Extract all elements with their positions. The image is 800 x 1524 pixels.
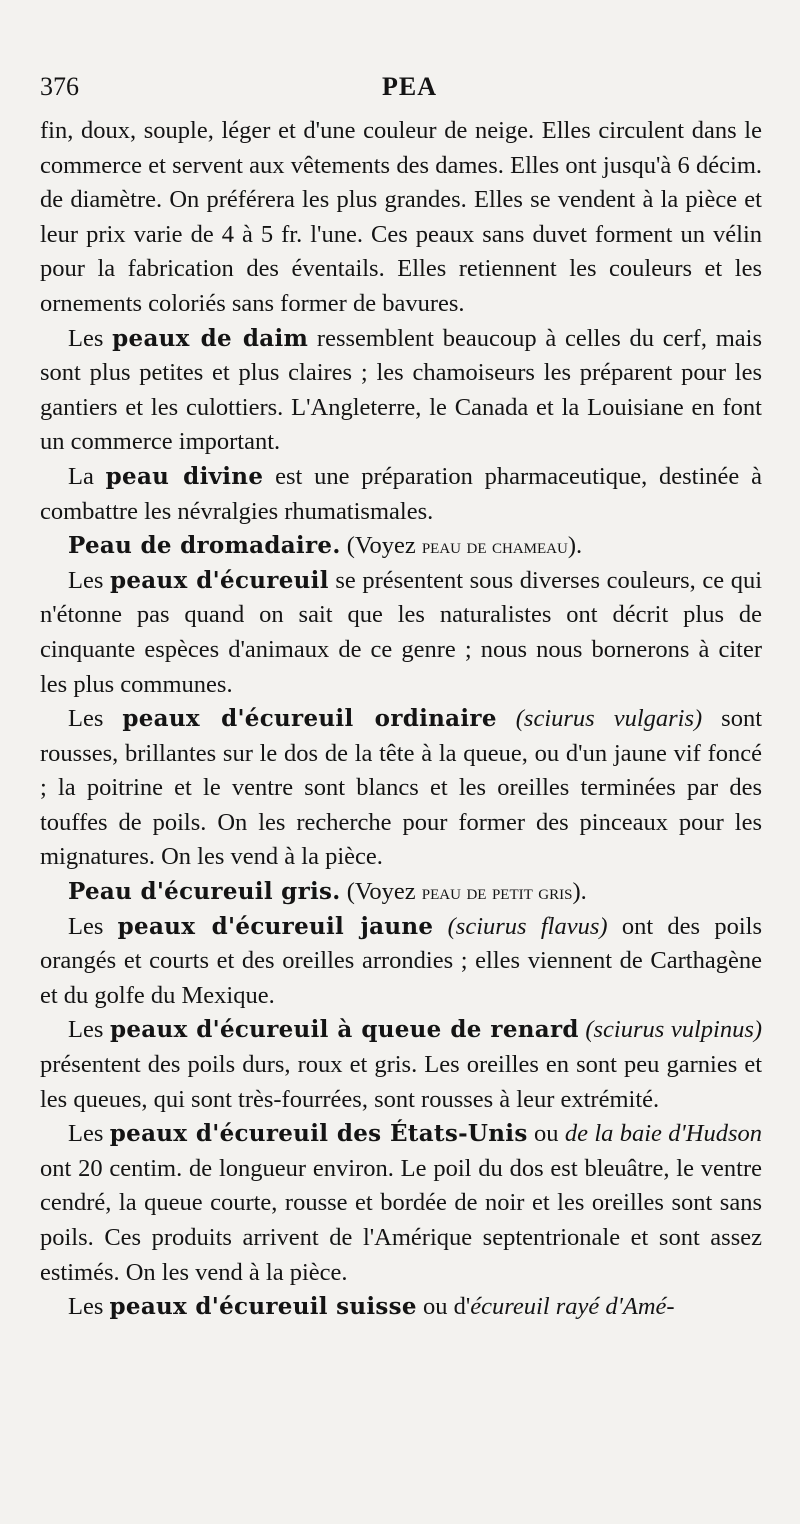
entry-text: se présentent sous diverses couleurs, ce qui n'étonne pas quand on sait que les naturalistes ont décrit plus de cinquante espèces d'animaux de ce genre ; nous nous bornerons à citer les plus communes. <box>40 566 762 698</box>
entry-text: ont des poils orangés et courts et des oreilles arrondies ; elles viennent de Carthagène et du golfe du Mexique. <box>40 912 763 1009</box>
running-head <box>40 72 760 112</box>
entry-text: ou d' <box>416 1293 471 1321</box>
entry-text: présentent des poils durs, roux et gris. Les oreilles en sont peu garnies et les queues, qui sont très-fourrées, sont rousses à leur extrémité. <box>40 1051 762 1113</box>
entry-text: est une préparation pharmaceutique, destinée à combattre les névralgies rhumatismales. <box>40 462 762 525</box>
paragraph-text: fin, doux, souple, léger et d'une couleur de neige. Elles circulent dans le commerce et servent aux vêtements des dames. Elles ont jusqu'à 6 décim. de diamètre. On préférera les plus grandes. Elles se vendent à la pièce et leur prix varie de 4 à 5 fr. l'une. Ces peaux sans duvet forment un vélin pour la fabrication des éventails. Elles retiennent les couleurs et les ornements coloriés sans former de bavures. <box>40 117 762 317</box>
entry-text: ). <box>567 532 583 560</box>
alt-name: de la baie d'Hudson <box>564 1120 763 1148</box>
entry-text: ou <box>527 1120 565 1148</box>
entry-text: (Voyez <box>340 532 422 560</box>
paragraph-continuation <box>40 114 762 322</box>
cross-reference: peau de petit gris <box>421 879 573 905</box>
entry-ecureuil-etats-unis <box>40 1117 762 1290</box>
entry-headword: Peau de dromadaire. <box>68 532 341 560</box>
entry-headword: peaux d'écureuil ordinaire <box>122 705 497 733</box>
entry-headword: peaux d'écureuil jaune <box>117 912 434 940</box>
entry-lead: Les <box>68 1120 110 1148</box>
entry-ecureuil-jaune <box>40 910 762 1014</box>
running-head-title: PEA <box>382 72 437 101</box>
entry-headword: peaux d'écureuil à queue de renard <box>109 1016 579 1044</box>
latin-name: (sciurus vulgaris) <box>496 705 703 733</box>
body-text <box>40 114 762 1325</box>
entry-headword: peaux d'écureuil suisse <box>109 1293 417 1321</box>
page-number: 376 <box>40 72 79 101</box>
entry-ecureuil-ordinaire <box>40 702 762 875</box>
cross-reference: peau de chameau <box>421 533 568 559</box>
entry-ecureuil-suisse <box>40 1290 762 1325</box>
latin-name: (sciurus flavus) <box>433 912 608 940</box>
latin-name: (sciurus vulpinus) <box>578 1016 763 1044</box>
entry-text: sont rousses, brillantes sur le dos de la tête à la queue, ou d'un jaune vif foncé ; la poitrine et le ventre sont blancs et les oreilles terminées par des touffes de poils. On les recherche pour former des pinceaux pour les mignatures. On les vend à la pièce. <box>40 705 762 871</box>
entry-peaux-de-daim <box>40 322 762 460</box>
entry-lead: Les <box>68 705 123 733</box>
entry-ecureuil-gris <box>40 875 762 910</box>
entry-text: ont 20 centim. de longueur environ. Le poil du dos est bleuâtre, le ventre cendré, la queue courte, rousse et bordée de noir et les oreilles sont sans poils. Ces produits arrivent de l'Amérique septentrionale et sont assez estimés. On les vend à la pièce. <box>40 1154 762 1286</box>
alt-name: écureuil rayé d'Amé- <box>470 1293 675 1321</box>
entry-peaux-d-ecureuil <box>40 564 762 702</box>
entry-headword: peau divine <box>105 462 264 490</box>
entry-text: (Voyez <box>340 878 422 906</box>
entry-peau-divine <box>40 460 762 529</box>
entry-lead: Les <box>68 1016 110 1044</box>
entry-lead: Les <box>68 566 110 594</box>
entry-lead: La <box>68 462 106 490</box>
entry-headword: peaux de daim <box>112 324 309 352</box>
entry-headword: peaux d'écureuil des États-Unis <box>109 1120 528 1148</box>
entry-text: ). <box>572 878 587 906</box>
entry-headword: Peau d'écureuil gris. <box>68 878 341 906</box>
entry-lead: Les <box>68 324 113 352</box>
entry-lead: Les <box>68 1293 110 1321</box>
entry-headword: peaux d'écureuil <box>109 566 329 594</box>
entry-peau-de-dromadaire <box>40 529 762 564</box>
entry-ecureuil-queue-de-renard <box>40 1013 762 1117</box>
entry-text: ressemblent beaucoup à celles du cerf, mais sont plus petites et plus claires ; les chamoiseurs les préparent pour les gantiers et les culottiers. L'Angleterre, le Canada et la Louisiane en font un commerce important. <box>40 324 762 456</box>
entry-lead: Les <box>68 912 118 940</box>
